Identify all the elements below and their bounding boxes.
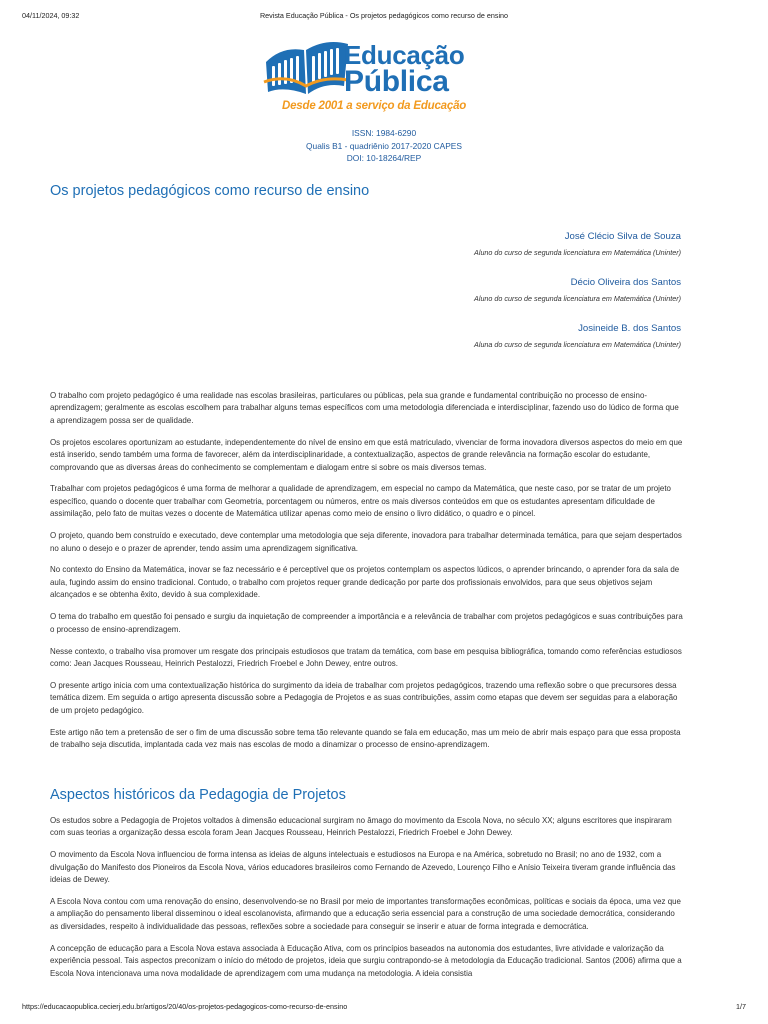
section-heading: Aspectos históricos da Pedagogia de Projetos <box>50 787 346 803</box>
logo-tagline: Desde 2001 a serviço da Educação <box>282 100 467 112</box>
print-url: https://educacaopublica.cecierj.edu.br/artigos/20/40/os-projetos-pedagogicos-como-recurso-de-ensino <box>22 1002 348 1011</box>
paragraph: O movimento da Escola Nova influenciou de forma intensa as ideias de alguns intelectuais e estudiosos na Europa e na América, sobretudo no Brasil; no ano de 1932, com a divulgação do Manifesto dos Pioneiros da Escola Nova, vários educadores brasileiros como Fernando de Azevedo, Lourenço Filho e Anísio Teixeira tiveram grande influência das ideias de Dewey. <box>50 850 676 885</box>
author-list <box>281 230 681 368</box>
issn: ISSN: 1984-6290 <box>351 128 417 138</box>
author <box>281 230 681 258</box>
author <box>281 322 681 350</box>
author-affiliation: Aluno do curso de segunda licenciatura em Matemática (Uninter) <box>474 294 681 303</box>
article-intro <box>50 390 683 761</box>
book-icon <box>262 36 350 98</box>
author-name[interactable]: Josineide B. dos Santos <box>578 323 681 334</box>
paragraph: O tema do trabalho em questão foi pensado e surgiu da inquietação de compreender a importância e a relevância de trabalhar com projetos pedagógicos e suas contribuições para o processo de ensino-aprendizagem. <box>50 612 683 634</box>
paragraph: Este artigo não tem a pretensão de ser o fim de uma discussão sobre tema tão relevante quando se fala em educação, mas um meio de abrir mais espaço para que essa proposta de trabalho seja discutida, implantada cada vez mais nas escolas de modo a dinamizar o processo de ensino-aprendizagem. <box>50 727 681 749</box>
paragraph: Trabalhar com projetos pedagógicos é uma forma de melhorar a qualidade de aprendizagem, em especial no campo da Matemática, que neste caso, por se tratar de um projeto específico, quando o docente quer trabalhar com Geometria, porcentagem ou números, entre os mais diversos conteúdos em que os estudantes apresentam dificuldade de assimilação, pelo fato de muitas vezes o docente de Matemática utilizar apenas como meio de ensino o livro didático, o quadro e o pincel. <box>50 484 671 519</box>
print-datetime: 04/11/2024, 09:32 <box>22 11 80 20</box>
paragraph: A Escola Nova contou com uma renovação do ensino, desenvolvendo-se no Brasil por meio de importantes transformações econômicas, políticas e sociais da época, uma vez que a ampliação do pensamento liberal disseminou o ideal escolanovista, afirmando que a educação seria essencial para a construção de uma sociedade democrática, considerando as diversidades, respeito à individualidade das pessoas, reflexões sobre a sociedade para conseguir se inserir e atuar de forma integrada e democrática. <box>50 897 681 931</box>
page-number: 1/7 <box>736 1002 746 1011</box>
paragraph: O presente artigo inicia com uma contextualização histórica do surgimento da ideia de trabalhar com projetos pedagógicos, trazendo uma reflexão sobre o que precursores dessa temática dizem. Em seguida o artigo apresenta discussão sobre a Pedagogia de Projetos e as suas contribuições, assim como etapas que devem ser seguidas para a elaboração de um projeto pedagógico. <box>50 680 678 715</box>
paragraph: No contexto do Ensino da Matemática, inovar se faz necessário e é perceptível que os projetos contemplam os aspectos lúdicos, o aprender brincando, o aprender fora da sala de aula, fugindo assim do ensino tradicional. Contudo, o trabalho com projetos requer grande dedicação por parte dos profissionais envolvidos, para que seus objetivos sejam alcançados e se obtenha êxito, devido à sua complexidade. <box>50 565 680 600</box>
author <box>281 276 681 304</box>
author-name[interactable]: José Clécio Silva de Souza <box>564 231 681 242</box>
doi: DOI: 10-18264/REP <box>346 153 422 163</box>
logo-line-1: Educação <box>344 40 465 70</box>
paragraph: A concepção de educação para a Escola Nova estava associada à Educação Ativa, com os princípios baseados na autonomia dos estudantes, livre atividade e valorização da experiência pessoal. Tais aspectos preconizam o início do método de projetos, ideia que surgiu contrapondo-se à metodologia da Educação tradicional. Santos (2006) afirma que a Escola Nova intencionava uma nova modalidade de aprendizagem com uma mudança na metodologia. A ideia consistia <box>50 943 682 978</box>
author-affiliation: Aluna do curso de segunda licenciatura em Matemática (Uninter) <box>474 340 681 349</box>
qualis: Qualis B1 - quadriênio 2017-2020 CAPES <box>306 140 462 151</box>
site-logo[interactable] <box>262 36 506 122</box>
paragraph: Nesse contexto, o trabalho visa promover um resgate dos principais estudiosos que tratam da temática, com base em pesquisa bibliográfica, tomando como referências estudiosos como: Jean Jacques Rousseau, Heinrich Pestalozzi, Friedrich Froebel e John Dewey, entre outros. <box>50 646 682 668</box>
paragraph: Os estudos sobre a Pedagogia de Projetos voltados à dimensão educacional surgiram no âmago do movimento da Escola Nova, no século XX; alguns escritores que inspiraram com suas teorias a organização dessa escola foram Jean Jacques Rousseau, Heinrich Pestalozzi, Friedrich Froebel e John Dewey. <box>50 816 672 838</box>
logo-line-2: Pública <box>344 65 449 98</box>
print-page-title: Revista Educação Pública - Os projetos pedagógicos como recurso de ensino <box>259 11 509 20</box>
author-affiliation: Aluno do curso de segunda licenciatura em Matemática (Uninter) <box>474 248 681 257</box>
journal-meta <box>0 127 768 165</box>
paragraph: Os projetos escolares oportunizam ao estudante, independentemente do nível de ensino em que está matriculado, vivenciar de forma inovadora diversos aspectos do meio em que está inserido, sendo também uma forma de favorecer, além da interdisciplinaridade, a contextualização, aspectos de grande relevância na formação escolar do estudante, comprovando que as diversas áreas do conhecimento se complementam e dialogam entre si sobre os mais diversos temas. <box>50 437 683 472</box>
article-title: Os projetos pedagógicos como recurso de ensino <box>50 183 370 199</box>
section-body <box>50 815 683 989</box>
paragraph: O projeto, quando bem construído e executado, deve contemplar uma metodologia que seja diferente, inovadora para trabalhar determinada temática, para que sejam despertados no aluno o desejo e o prazer de aprender, tendo assim uma aprendizagem significativa. <box>50 531 682 553</box>
print-header <box>0 11 768 25</box>
author-name[interactable]: Décio Oliveira dos Santos <box>570 277 681 288</box>
paragraph: O trabalho com projeto pedagógico é uma realidade nas escolas brasileiras, particulares ou públicas, pela sua grande e fundamental contribuição no processo de ensino-aprendizagem; geralmente as escolas escolhem para trabalhar alguns temas específicos com uma metodologia diferenciada e interdisciplinar, fazendo uso do lúdico de forma que a aprendizagem possa ser de qualidade. <box>50 391 679 425</box>
